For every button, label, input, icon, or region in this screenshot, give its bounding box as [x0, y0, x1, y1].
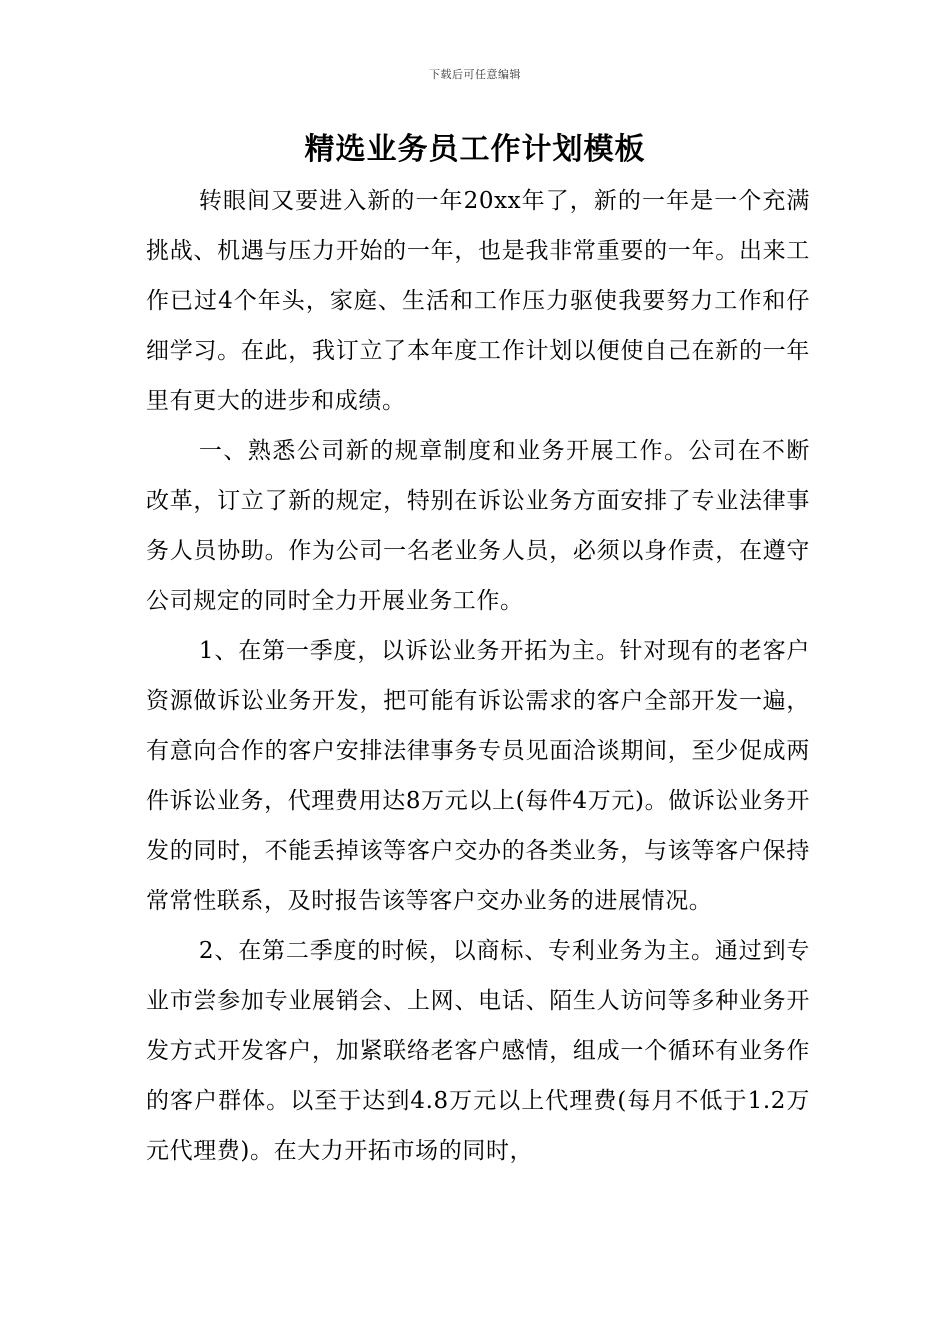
- document-body: [146, 176, 810, 1176]
- paragraph-item-one: 1、在第一季度，以诉讼业务开拓为主。针对现有的老客户资源做诉讼业务开发，把可能有诉讼需求的客户全部开发一遍，有意向合作的客户安排法律事务专员见面洽谈期间，至少促成两件诉讼业务，代理费用达8万元以上(每件4万元)。做诉讼业务开发的同时，不能丢掉该等客户交办的各类业务，与该等客户保持常常性联系，及时报告该等客户交办业务的进展情况。: [146, 638, 810, 914]
- header-note: 下载后可任意编辑: [429, 68, 521, 81]
- document-title: 精选业务员工作计划模板: [304, 132, 646, 167]
- paragraph-intro: 转眼间又要进入新的一年20xx年了，新的一年是一个充满挑战、机遇与压力开始的一年，也是我非常重要的一年。出来工作已过4个年头，家庭、生活和工作压力驱使我要努力工作和仔细学习。在此，我订立了本年度工作计划以便使自己在新的一年里有更大的进步和成绩。: [146, 188, 810, 414]
- paragraph-item-two: 2、在第二季度的时候，以商标、专利业务为主。通过到专业市尝参加专业展销会、上网、电话、陌生人访问等多种业务开发方式开发客户，加紧联络老客户感情，组成一个循环有业务作的客户群体。以至于达到4.8万元以上代理费(每月不低于1.2万元代理费)。在大力开拓市场的同时，: [146, 938, 810, 1164]
- paragraph-section-one: 一、熟悉公司新的规章制度和业务开展工作。公司在不断改革，订立了新的规定，特别在诉讼业务方面安排了专业法律事务人员协助。作为公司一名老业务人员，必须以身作责，在遵守公司规定的同时全力开展业务工作。: [146, 438, 810, 614]
